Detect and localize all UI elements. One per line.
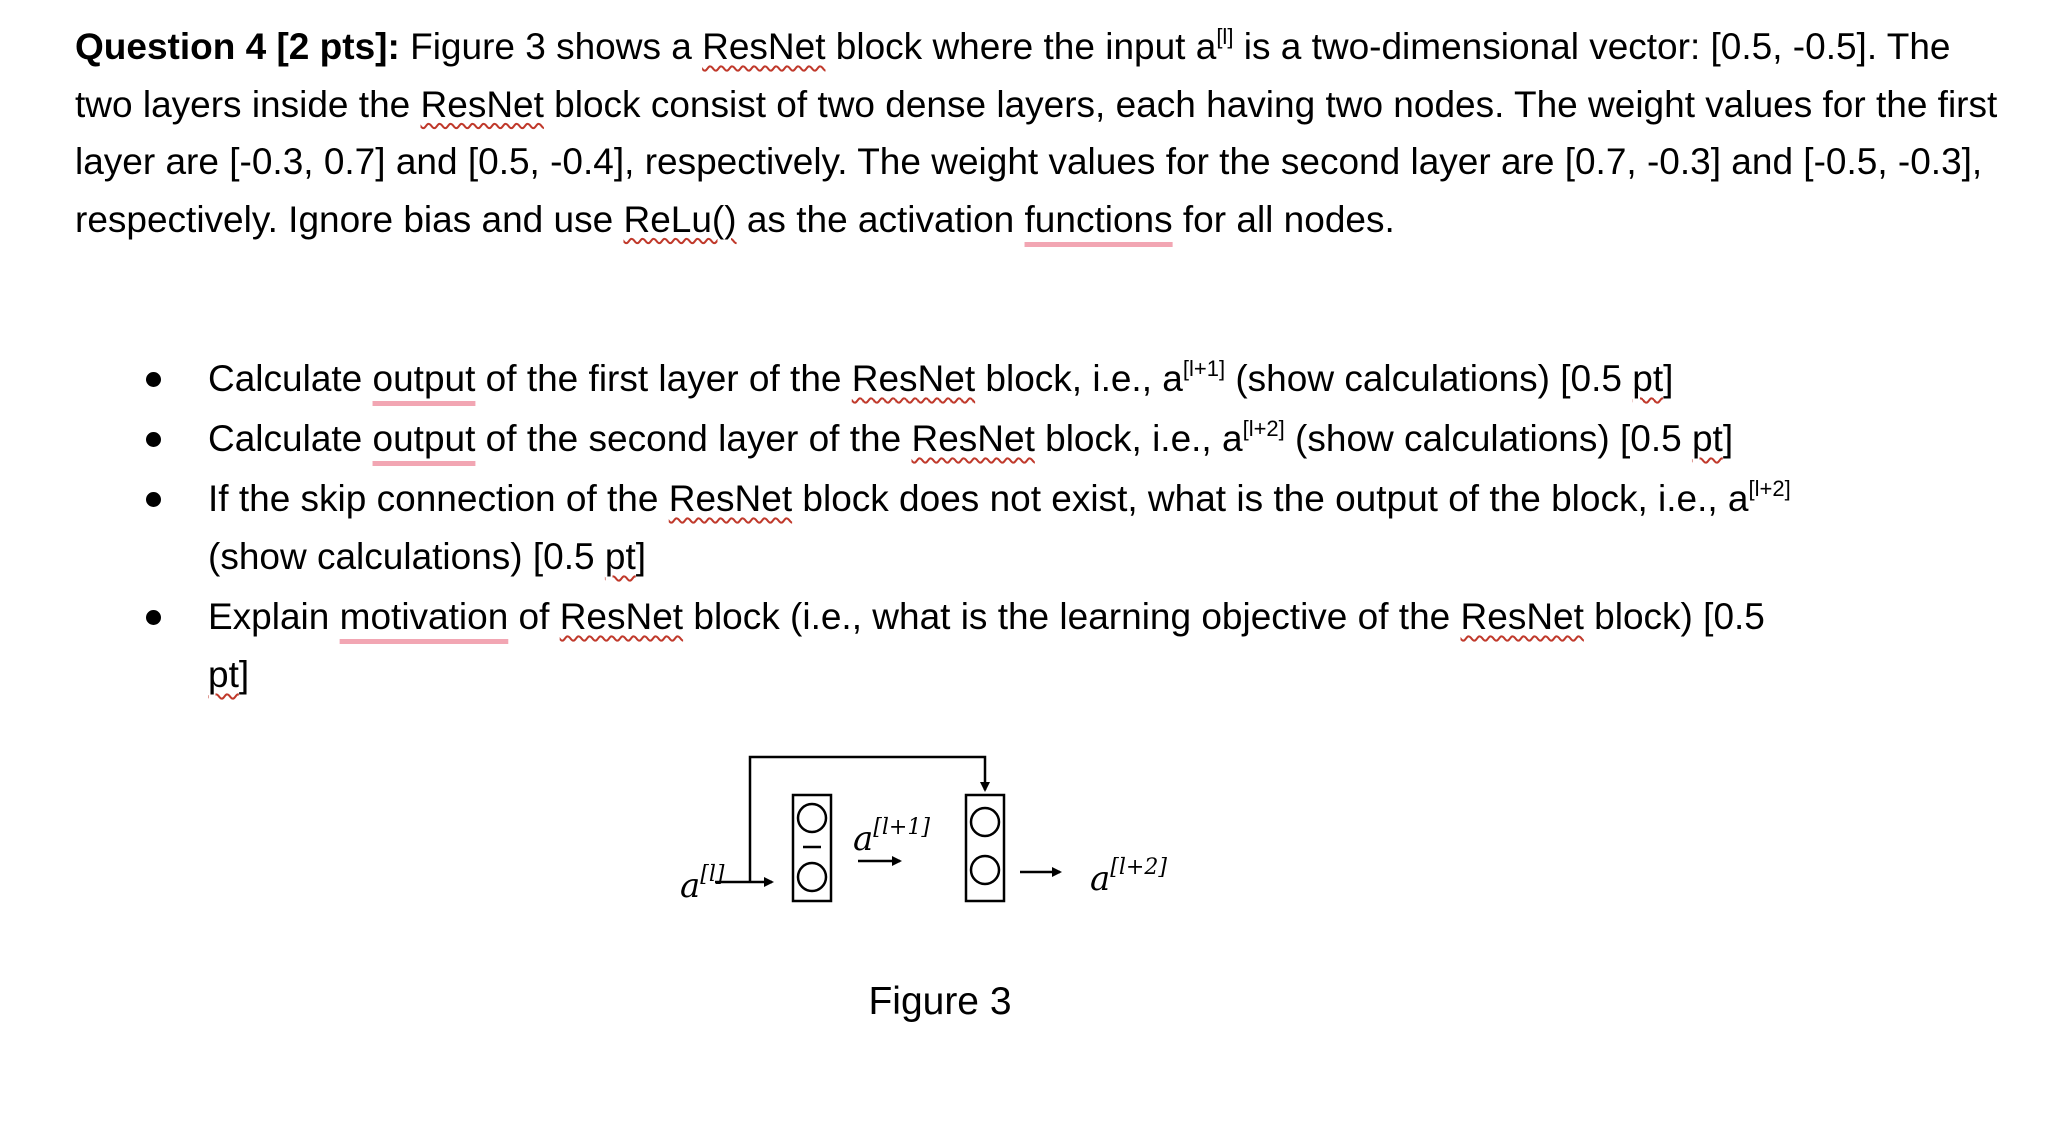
spellcheck-word: pt bbox=[1632, 358, 1664, 399]
bullet-icon bbox=[146, 492, 161, 507]
spellcheck-word: pt bbox=[208, 654, 239, 695]
grammar-flag-word: motivation bbox=[339, 596, 509, 637]
figure-label-mid: a[l+1] bbox=[853, 815, 930, 859]
spellcheck-word: ResNet bbox=[911, 418, 1035, 459]
question-text: as the activation bbox=[736, 198, 1025, 240]
spellcheck-word: ResNet bbox=[1460, 596, 1584, 637]
question-text: is a two-dimensional vector: [0.5, -0.5]. The two layers inside the bbox=[75, 26, 1951, 125]
layer2-node-icon bbox=[971, 856, 999, 884]
question-text: for all nodes. bbox=[1172, 198, 1395, 240]
spellcheck-word: ReLu() bbox=[623, 198, 737, 240]
figure-label-input: a[l] bbox=[680, 862, 725, 906]
figure-label-output: a[l+2] bbox=[1090, 855, 1167, 899]
spellcheck-word: pt bbox=[1691, 418, 1723, 459]
task-list bbox=[0, 350, 2052, 706]
question-text: block where the input a bbox=[825, 26, 1217, 67]
superscript: [l+2] bbox=[1242, 416, 1285, 441]
task-item: Calculate output of the second layer of the ResNet block, i.e., a[l+2] (show calculations) [0.5 pt] bbox=[0, 410, 1808, 468]
figure-caption: Figure 3 bbox=[868, 980, 1012, 1023]
superscript: [l] bbox=[1216, 24, 1234, 49]
grammar-flag-word: functions bbox=[1024, 198, 1173, 240]
resnet-block-figure bbox=[640, 740, 1240, 930]
spellcheck-word: ResNet bbox=[851, 358, 976, 399]
layer2-node-icon bbox=[971, 808, 999, 836]
spellcheck-word: ResNet bbox=[702, 26, 826, 67]
spellcheck-word: pt bbox=[604, 536, 636, 577]
grammar-flag-word: output bbox=[372, 358, 476, 399]
spellcheck-word: ResNet bbox=[668, 478, 793, 519]
layer1-node-icon bbox=[798, 863, 826, 891]
spellcheck-word: ResNet bbox=[559, 596, 684, 637]
bullet-icon bbox=[146, 610, 161, 625]
task-item: Calculate output of the first layer of the ResNet block, i.e., a[l+1] (show calculations) [0.5 pt] bbox=[0, 350, 1808, 408]
bullet-icon bbox=[146, 432, 161, 447]
bullet-icon bbox=[146, 372, 161, 387]
grammar-flag-word: output bbox=[372, 418, 476, 459]
superscript: [l+1] bbox=[1182, 356, 1226, 381]
question-heading: Question 4 [2 pts]: bbox=[75, 26, 400, 67]
superscript: [l+2] bbox=[1748, 476, 1791, 501]
question-text: Figure 3 shows a bbox=[399, 26, 703, 67]
question-paragraph bbox=[75, 18, 2015, 248]
task-item: If the skip connection of the ResNet block does not exist, what is the output of the block, i.e., a[l+2] (show calculations) [0.5 pt] bbox=[0, 470, 1808, 586]
task-item: Explain motivation of ResNet block (i.e., what is the learning objective of the ResNet block) [0.5 pt] bbox=[0, 588, 1808, 704]
question-text: block consist of two dense layers, each having two nodes. The weight values for the first layer are [-0.3, 0.7] and [0.5, -0.4], respectively. The weight values for the second layer are [0.7, -0.3] and [-0.5, -0.3], respectively. Ignore bias and use bbox=[75, 83, 1998, 240]
layer1-node-icon bbox=[798, 804, 826, 832]
spellcheck-word: ResNet bbox=[420, 83, 544, 125]
